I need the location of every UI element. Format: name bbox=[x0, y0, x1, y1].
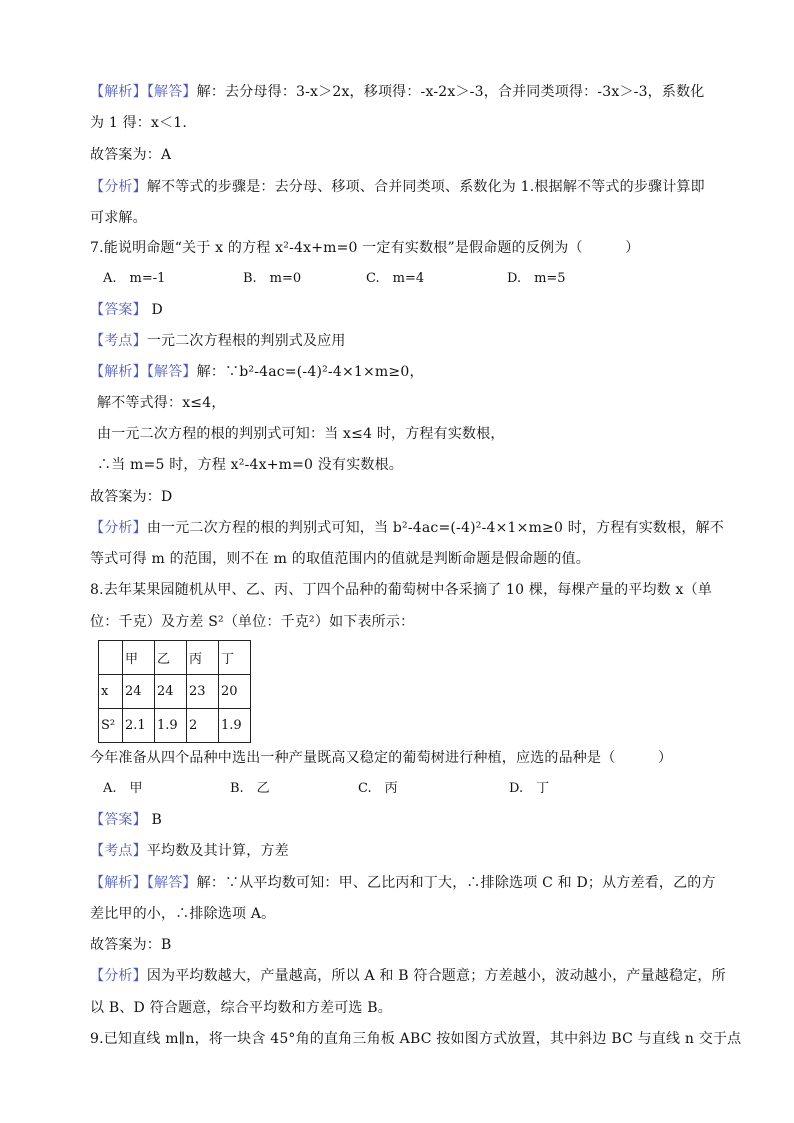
q8-answer-line bbox=[90, 810, 710, 830]
tag-fenxi: 【分析】 bbox=[90, 968, 147, 984]
table-row bbox=[99, 641, 251, 675]
q7-option-b: B. m=0 bbox=[243, 271, 302, 286]
q8-analysis-line-2: 以 B、D 符合题意，综合平均数和方差可选 B。 bbox=[90, 1000, 392, 1016]
q7-solution-line-3: 由一元二次方程的根的判别式可知：当 x≤4 时，方程有实数根， bbox=[97, 426, 505, 442]
q7-solution-text-1: 解：∵b²-4ac=(-4)²-4×1×m≥0， bbox=[196, 364, 424, 380]
table-cell bbox=[99, 641, 123, 675]
tag-jieda: 【解答】 bbox=[146, 364, 197, 380]
q8-analysis-text-1: 因为平均数越大，产量越高，所以 A 和 B 符合题意；方差越小，波动越小，产量越稳定，所 bbox=[146, 968, 726, 984]
q8-option-a: A. 甲 bbox=[103, 781, 143, 796]
q7-solution-line-1 bbox=[90, 362, 710, 382]
tag-daan: 【答案】 bbox=[90, 302, 147, 318]
table-row-label: S² bbox=[99, 709, 123, 743]
q7-answer: D bbox=[151, 302, 163, 318]
tag-kaodian: 【考点】 bbox=[90, 843, 147, 859]
table-cell: 24 bbox=[155, 675, 187, 709]
q8-solution-text-1: 解：∵从平均数可知：甲、乙比丙和丁大，∴排除选项 C 和 D；从方差看，乙的方 bbox=[196, 875, 716, 891]
tag-daan: 【答案】 bbox=[90, 812, 147, 828]
q9-stem-line-1: 9.已知直线 m∥n，将一块含 45°角的直角三角板 ABC 按如图方式放置，其中斜边 BC 与直线 n 交于点 bbox=[90, 1031, 742, 1047]
tag-jiexi: 【解析】 bbox=[90, 364, 147, 380]
table-header-cell: 丁 bbox=[219, 641, 251, 675]
q8-solution-line-1 bbox=[90, 873, 716, 893]
q7-point-line bbox=[90, 331, 710, 351]
q6-solution-line-1 bbox=[90, 82, 710, 102]
table-row-label: x bbox=[99, 675, 123, 709]
table-cell: 2.1 bbox=[123, 709, 155, 743]
table-cell: 23 bbox=[187, 675, 219, 709]
q7-option-a: A. m=-1 bbox=[103, 271, 166, 286]
tag-fenxi: 【分析】 bbox=[90, 520, 147, 536]
tag-kaodian: 【考点】 bbox=[90, 333, 147, 349]
q6-analysis-line-2: 可求解。 bbox=[90, 210, 147, 226]
q8-option-c: C. 丙 bbox=[358, 781, 398, 796]
q7-final-answer: 故答案为：D bbox=[90, 489, 173, 505]
table-header-cell: 乙 bbox=[155, 641, 187, 675]
q7-solution-line-2: 解不等式得：x≤4， bbox=[97, 395, 226, 411]
table-cell: 2 bbox=[187, 709, 219, 743]
q8-answer: B bbox=[151, 812, 162, 828]
q8-solution-line-2: 差比甲的小，∴排除选项 A。 bbox=[90, 906, 276, 922]
q7-analysis-text-1: 由一元二次方程的根的判别式可知，当 b²-4ac=(-4)²-4×1×m≥0 时，方程有实数根，解不 bbox=[146, 520, 724, 536]
q8-question: 今年准备从四个品种中选出一种产量既高又稳定的葡萄树进行种植，应选的品种是（ ） bbox=[90, 750, 673, 766]
q7-option-c: C. m=4 bbox=[366, 271, 425, 286]
tag-jiexi: 【解析】 bbox=[90, 84, 147, 100]
table-header-cell: 丙 bbox=[187, 641, 219, 675]
table-row bbox=[99, 675, 251, 709]
table-cell: 1.9 bbox=[219, 709, 251, 743]
table-row bbox=[99, 709, 251, 743]
q8-analysis-line-1 bbox=[90, 966, 726, 986]
tag-jieda: 【解答】 bbox=[146, 875, 197, 891]
q7-analysis-line-1 bbox=[90, 518, 724, 538]
q8-point-line bbox=[90, 841, 710, 861]
q8-final-answer: 故答案为：B bbox=[90, 937, 172, 953]
q8-data-table bbox=[98, 640, 251, 743]
tag-jieda: 【解答】 bbox=[146, 84, 197, 100]
q8-stem-line-1: 8.去年某果园随机从甲、乙、丙、丁四个品种的葡萄树中各采摘了 10 棵，每棵产量的平均数 x（单 bbox=[90, 582, 713, 598]
table-cell: 1.9 bbox=[155, 709, 187, 743]
q7-solution-line-4: ∴当 m=5 时，方程 x²-4x+m=0 没有实数根。 bbox=[97, 457, 403, 473]
q8-option-d: D. 丁 bbox=[509, 781, 550, 796]
tag-jiexi: 【解析】 bbox=[90, 875, 147, 891]
q6-analysis-line-1 bbox=[90, 177, 710, 197]
q7-analysis-line-2: 等式可得 m 的范围，则不在 m 的取值范围内的值就是判断命题是假命题的值。 bbox=[90, 551, 590, 567]
q8-point: 平均数及其计算，方差 bbox=[146, 843, 289, 859]
q7-option-d: D. m=5 bbox=[507, 271, 566, 286]
q8-stem-line-2: 位：千克）及方差 S²（单位：千克²）如下表所示： bbox=[90, 614, 415, 630]
q6-solution-line-2: 为 1 得：x＜1. bbox=[90, 115, 188, 131]
q7-answer-line bbox=[90, 300, 710, 320]
q7-point: 一元二次方程根的判别式及应用 bbox=[146, 333, 346, 349]
tag-fenxi: 【分析】 bbox=[90, 179, 147, 195]
q6-solution-text-1: 解：去分母得：3-x＞2x，移项得：-x-2x＞-3，合并同类项得：-3x＞-3，系数化 bbox=[196, 84, 705, 100]
q8-option-b: B. 乙 bbox=[230, 781, 270, 796]
q6-final-answer: 故答案为：A bbox=[90, 147, 172, 163]
table-cell: 24 bbox=[123, 675, 155, 709]
q6-analysis-text-1: 解不等式的步骤是：去分母、移项、合并同类项、系数化为 1.根据解不等式的步骤计算即 bbox=[146, 179, 705, 195]
q7-stem: 7.能说明命题“关于 x 的方程 x²-4x+m=0 一定有实数根”是假命题的反例为（ ） bbox=[90, 240, 640, 256]
table-header-cell: 甲 bbox=[123, 641, 155, 675]
table-cell: 20 bbox=[219, 675, 251, 709]
